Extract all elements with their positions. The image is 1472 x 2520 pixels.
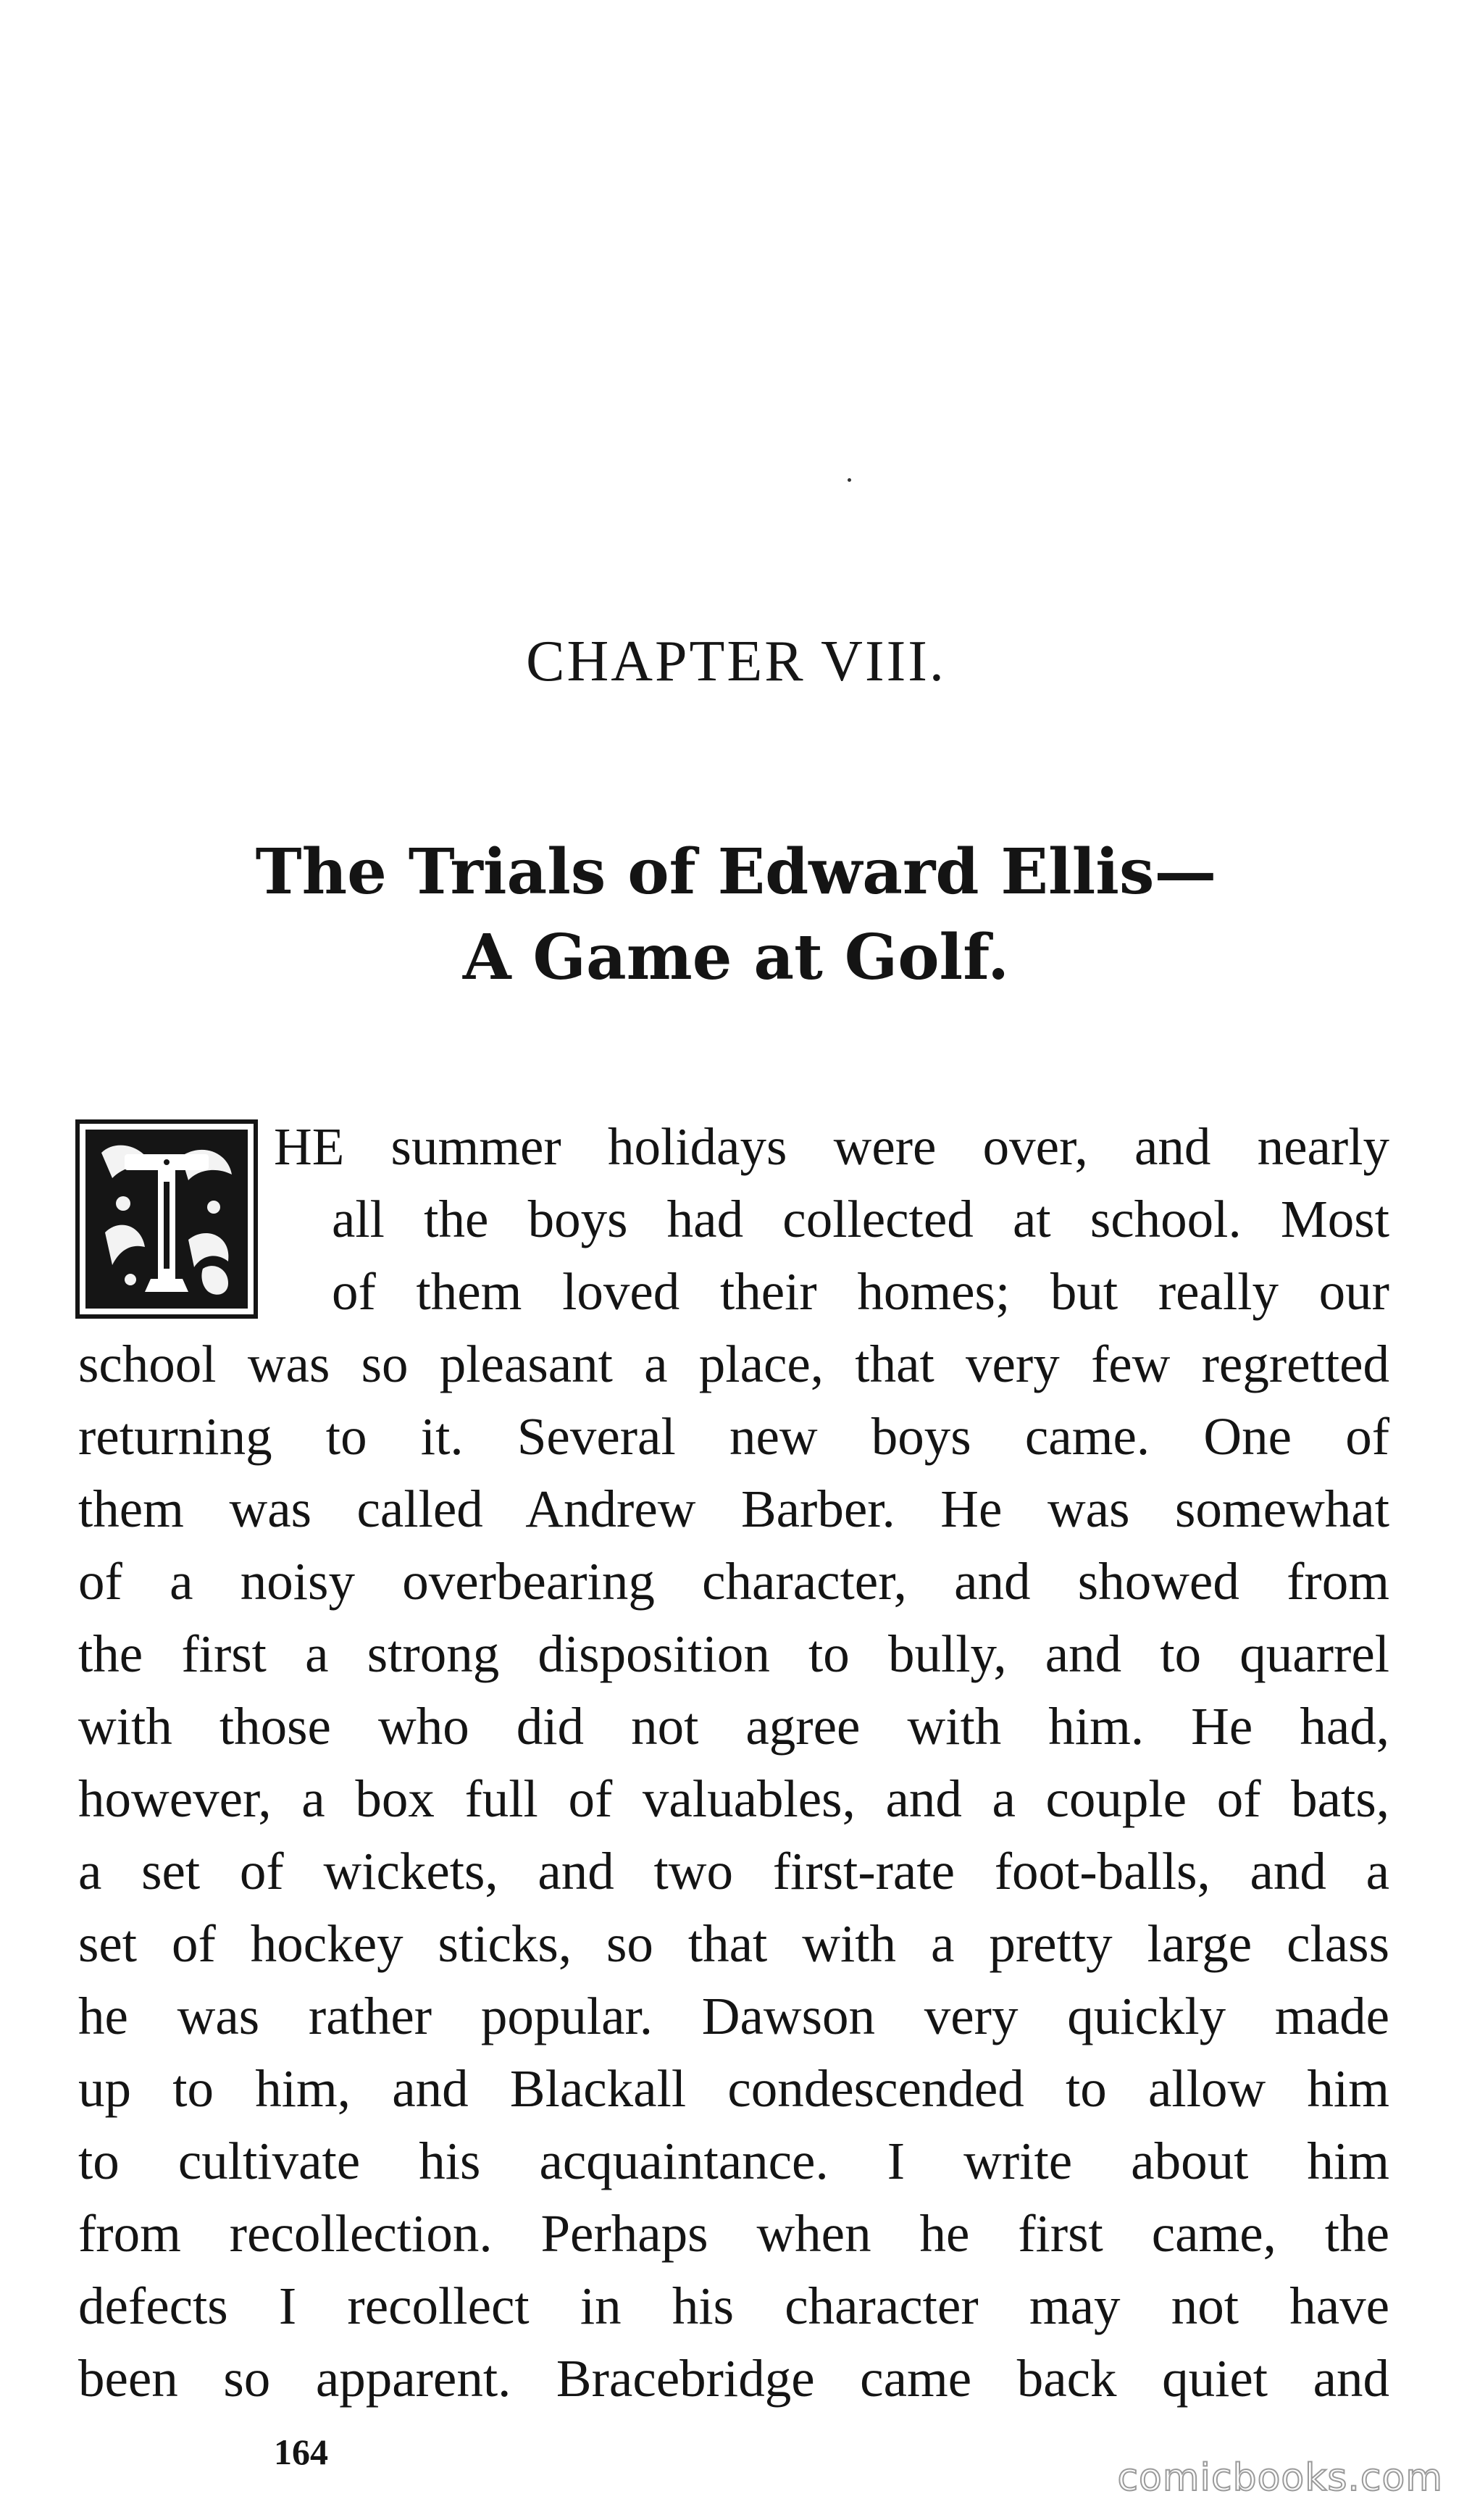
text-line: with those who did not agree with him. He had, bbox=[78, 1697, 1389, 1756]
chapter-title-line: The Trials of Edward Ellis— bbox=[255, 835, 1217, 909]
text-line: however, a box full of valuables, and a couple of bats, bbox=[78, 1769, 1389, 1828]
text-line: school was so pleasant a place, that very few regretted bbox=[78, 1335, 1389, 1393]
watermark: comicbooks.com bbox=[1117, 2456, 1443, 2500]
text-line: up to him, and Blackall condescended to allow him bbox=[78, 2059, 1389, 2118]
text-line: returning to it. Several new boys came. One of bbox=[78, 1407, 1389, 1466]
text-line: from recollection. Perhaps when he first came, the bbox=[78, 2204, 1389, 2263]
chapter-title-line: A Game at Golf. bbox=[462, 921, 1010, 994]
text-line: of them loved their homes; but really our bbox=[332, 1262, 1389, 1321]
body-text bbox=[78, 1111, 1389, 2415]
text-line: a set of wickets, and two first-rate foot-balls, and a bbox=[78, 1842, 1389, 1901]
text-line: been so apparent. Bracebridge came back quiet and bbox=[78, 2349, 1389, 2408]
text-line: them was called Andrew Barber. He was somewhat bbox=[78, 1480, 1389, 1538]
text-line: set of hockey sticks, so that with a pretty large class bbox=[78, 1914, 1389, 1973]
chapter-heading: CHAPTER VIII. bbox=[526, 630, 946, 693]
text-line: defects I recollect in his character may not have bbox=[78, 2277, 1389, 2335]
text-line: HE summer holidays were over, and nearly bbox=[274, 1117, 1389, 1176]
page-number: 164 bbox=[274, 2432, 328, 2472]
text-line: of a noisy overbearing character, and showed from bbox=[78, 1552, 1389, 1611]
ink-speck bbox=[848, 478, 851, 482]
text-line: all the boys had collected at school. Most bbox=[332, 1190, 1389, 1248]
text-line: to cultivate his acquaintance. I write about him bbox=[78, 2132, 1389, 2190]
chapter-title bbox=[0, 830, 1472, 1001]
text-line: the first a strong disposition to bully, and to quarrel bbox=[78, 1624, 1389, 1683]
text-line: he was rather popular. Dawson very quickly made bbox=[78, 1987, 1389, 2045]
